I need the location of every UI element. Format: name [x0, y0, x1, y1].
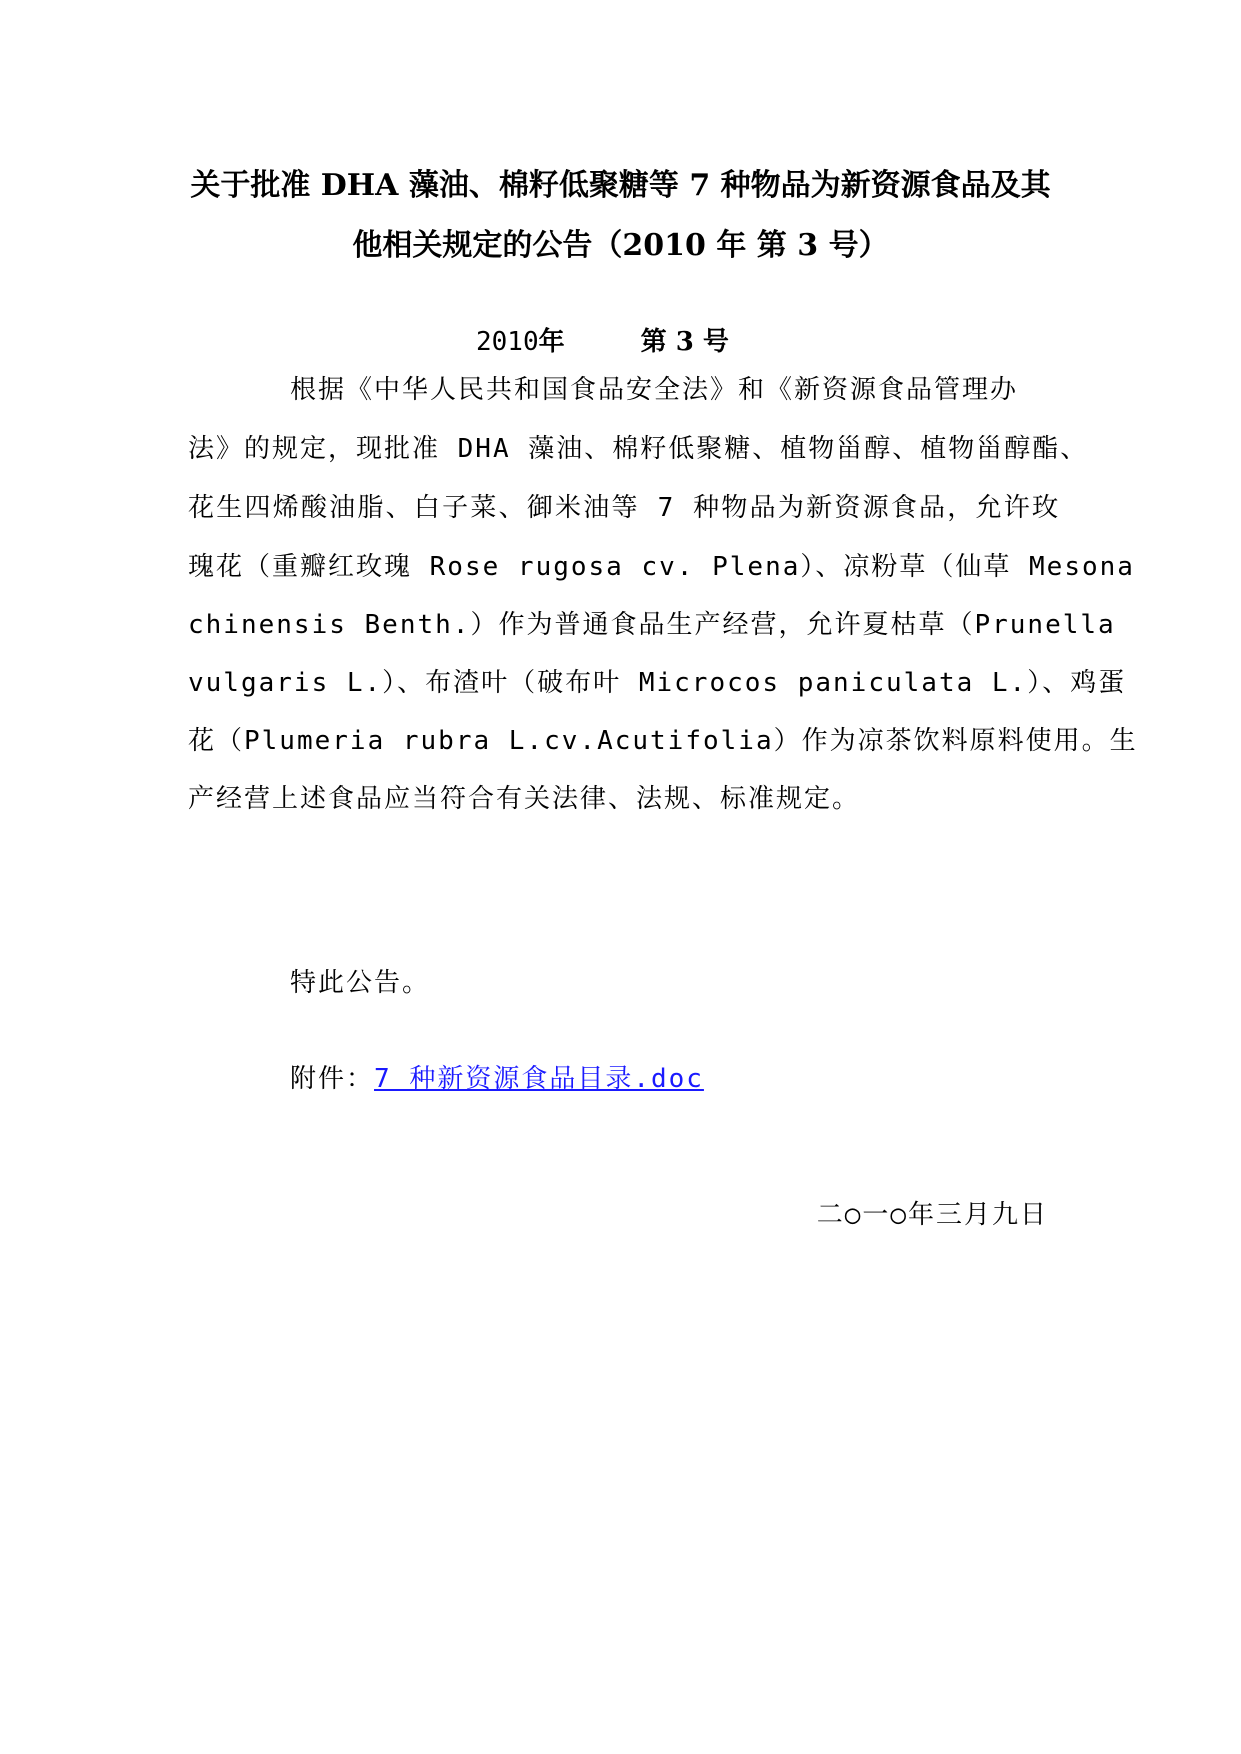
- body-line: 花（Plumeria rubra L.cv.Acutifolia）作为凉茶饮料原料使用。生: [188, 726, 1138, 756]
- body-line: 根据《中华人民共和国食品安全法》和《新资源食品管理办: [290, 375, 1019, 405]
- body-line: chinensis Benth.）作为普通食品生产经营，允许夏枯草（Prunella: [188, 610, 1116, 640]
- attachment-row: [290, 1061, 704, 1097]
- document-year-suffix: 年: [538, 327, 565, 357]
- document-year: 2010: [476, 327, 539, 357]
- body-line: 花生四烯酸油脂、白子菜、御米油等 7 种物品为新资源食品，允许玫: [188, 493, 1060, 523]
- document-issue-number: 第 3 号: [640, 327, 729, 357]
- document-title-line-1: 关于批准 DHA 藻油、棉籽低聚糖等 7 种物品为新资源食品及其: [190, 168, 1051, 203]
- body-line: vulgaris L.）、布渣叶（破布叶 Microcos paniculata L.）、鸡蛋: [188, 668, 1127, 698]
- body-line: 法》的规定，现批准 DHA 藻油、棉籽低聚糖、植物甾醇、植物甾醇酯、: [188, 434, 1089, 464]
- attachment-link[interactable]: 7 种新资源食品目录.doc: [374, 1064, 704, 1094]
- document-number: [476, 324, 729, 360]
- document-date: 二○一○年三月九日: [816, 1200, 1048, 1230]
- closing-text: 特此公告。: [290, 968, 431, 998]
- body-line: 产经营上述食品应当符合有关法律、法规、标准规定。: [188, 784, 861, 814]
- body-line: 瑰花（重瓣红玫瑰 Rose rugosa cv. Plena）、凉粉草（仙草 Mesona: [188, 552, 1135, 582]
- attachment-label: 附件：: [290, 1064, 375, 1094]
- document-title-line-2: 他相关规定的公告（2010 年 第 3 号）: [352, 228, 889, 263]
